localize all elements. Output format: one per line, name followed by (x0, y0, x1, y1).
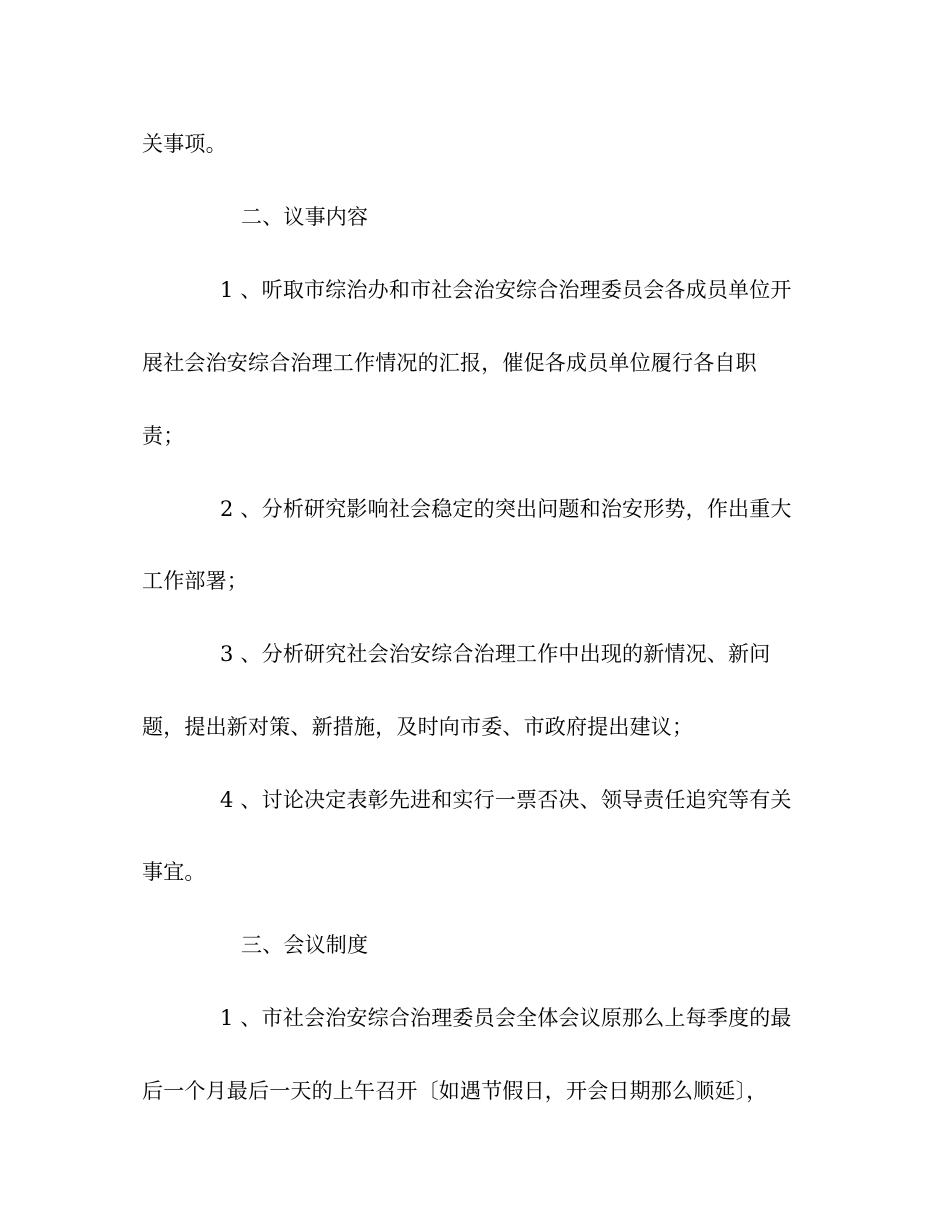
list-item-line: 2 、分析研究影响社会稳定的突出问题和治安形势，作出重大 (220, 497, 792, 521)
list-item-line: 3 、分析研究社会治安综合治理工作中出现的新情况、新问 (220, 642, 771, 666)
paragraph-line: 后一个月最后一天的上午召开〔如遇节假日，开会日期那么顺延〕， (142, 1079, 768, 1103)
paragraph-line: 关事项。 (142, 132, 227, 156)
list-item-line: 1 、听取市综治办和市社会治安综合治理委员会各成员单位开 (220, 278, 792, 302)
paragraph-line: 责； (142, 424, 185, 448)
section-heading: 二、议事内容 (241, 205, 369, 229)
list-item-line: 1 、市社会治安综合治理委员会全体会议原那么上每季度的最 (220, 1006, 792, 1030)
paragraph-line: 工作部署； (142, 569, 248, 593)
section-heading: 三、会议制度 (241, 933, 369, 957)
paragraph-line: 题，提出新对策、新措施，及时向市委、市政府提出建议； (142, 715, 694, 739)
paragraph-line: 展社会治安综合治理工作情况的汇报，催促各成员单位履行各自职 (142, 351, 757, 375)
list-item-line: 4 、讨论决定表彰先进和实行一票否决、领导责任追究等有关 (220, 788, 792, 812)
paragraph-line: 事宜。 (142, 860, 206, 884)
